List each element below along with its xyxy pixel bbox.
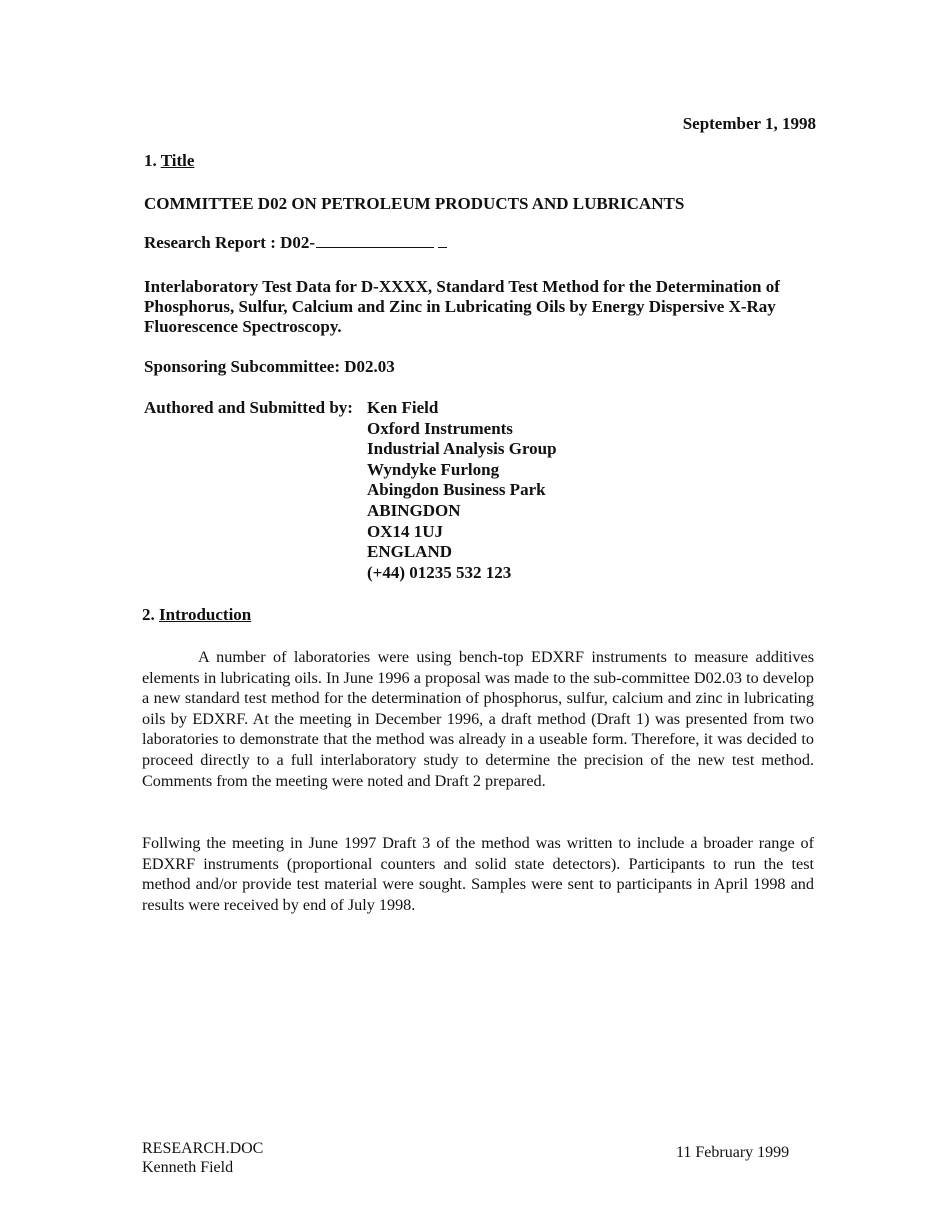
- section-2-heading: [142, 605, 251, 625]
- sponsoring-subcommittee: Sponsoring Subcommittee: D02.03: [144, 357, 395, 376]
- research-report-label: Research Report : D02-: [144, 233, 316, 252]
- address-line: Industrial Analysis Group: [367, 439, 557, 459]
- section-1-number: 1.: [144, 151, 157, 170]
- author-address-block: [367, 398, 557, 583]
- footer-left: [142, 1139, 263, 1177]
- section-2-number: 2.: [142, 605, 155, 624]
- intro-paragraph-2: Follwing the meeting in June 1997 Draft 3 of the method was written to include a broader range of EDXRF instruments (proportional counters and solid state detectors). Participants to run the test method and/or provide test material were sought. Samples were sent to participants in April 1998 and results were received by end of July 1998.: [142, 834, 814, 914]
- report-number-blank-tail: [438, 233, 447, 248]
- committee-name: COMMITTEE D02 ON PETROLEUM PRODUCTS AND LUBRICANTS: [144, 194, 685, 213]
- address-line: ABINGDON: [367, 500, 461, 520]
- address-line: Oxford Instruments: [367, 418, 513, 438]
- report-date: September 1, 1998: [682, 114, 816, 133]
- address-line: OX14 1UJ: [367, 521, 444, 541]
- address-line: ENGLAND: [367, 542, 453, 562]
- section-1-title: Title: [160, 151, 195, 170]
- document-title: Interlaboratory Test Data for D-XXXX, Standard Test Method for the Determination of Phosphorus, Sulfur, Calcium and Zinc in Lubricating Oils by Energy Dispersive X-Ray Fluorescence Spectroscopy.: [144, 277, 780, 336]
- research-report-line: [144, 233, 447, 253]
- section-1-heading: [144, 151, 194, 171]
- address-line: (+44) 01235 532 123: [367, 562, 512, 582]
- report-number-blank: [316, 233, 434, 248]
- address-line: Abingdon Business Park: [367, 480, 546, 500]
- footer-filename: RESEARCH.DOC: [142, 1140, 264, 1157]
- footer-author: Kenneth Field: [142, 1159, 234, 1176]
- footer-date: 11 February 1999: [676, 1144, 790, 1161]
- address-line: Wyndyke Furlong: [367, 459, 500, 479]
- authored-by-label: Authored and Submitted by:: [144, 398, 353, 417]
- section-2-title: Introduction: [159, 605, 252, 624]
- address-line: Ken Field: [367, 398, 439, 417]
- intro-paragraph-1: A number of laboratories were using bench-top EDXRF instruments to measure additives elements in lubricating oils. In June 1996 a proposal was made to the sub-committee D02.03 to develop a new standard test method for the determination of phosphorus, sulfur, calcium and zinc in lubricating oils by EDXRF. At the meeting in December 1996, a draft method (Draft 1) was presented from two laboratories to demonstrate that the method was already in a useable form. Therefore, it was decided to proceed directly to a full interlaboratory study to determine the precision of the new test method. Comments from the meeting were noted and Draft 2 prepared.: [142, 648, 814, 790]
